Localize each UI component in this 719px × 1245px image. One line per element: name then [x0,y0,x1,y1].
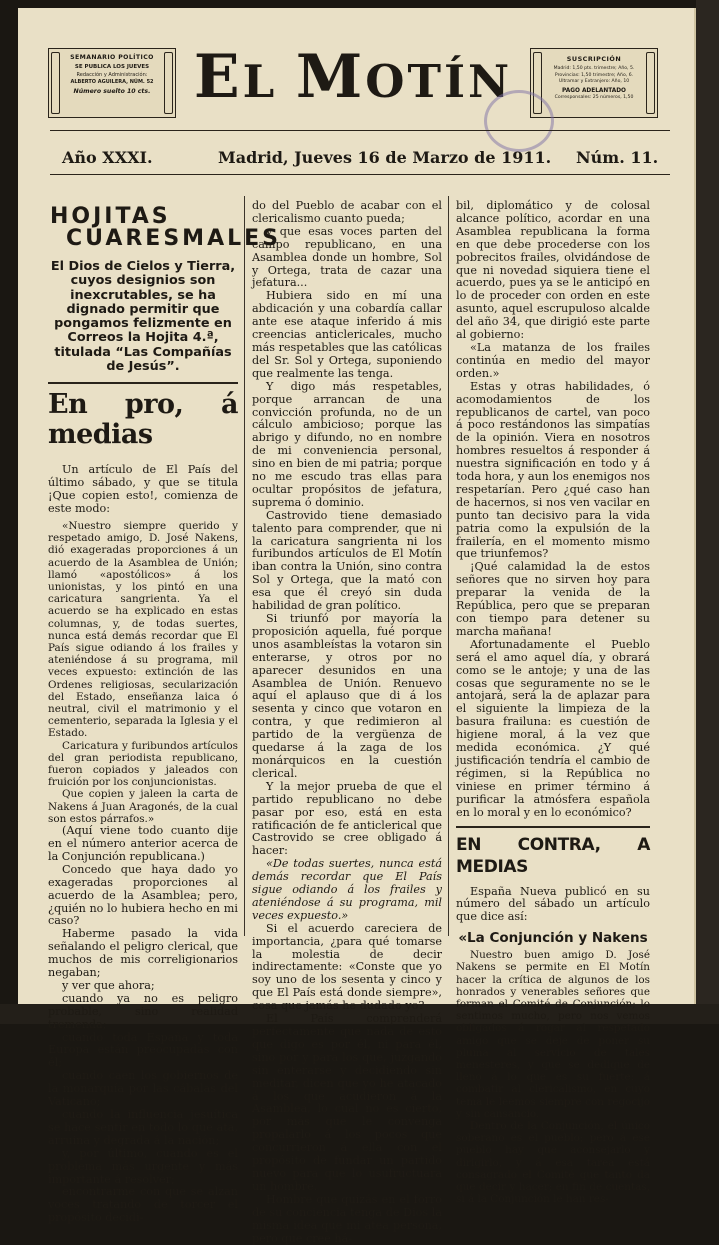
hojitas-heading-line1: HOJITAS [50,204,171,229]
hojitas-heading [48,204,281,251]
paragraph: y ver que ahora; [62,978,155,992]
title-article: L [242,55,296,108]
scan-edge-dark [696,0,719,1024]
quoted-paragraph: «Nuestro siempre querido y respetado amigo, D. José Nakens, dió exageradas proporciones á un acuerdo de la Asamblea de Unión; llamó «apostólicos» á los unionistas, y los pintó en una caricatura sangrienta. Ya el acuerdo se ha explicado en estas columnas, y, de todas suertes, nunca está demás recordar que El País sigue odiando á los frailes y ateniéndose á su programa, mil veces expuesto: extinción de las Ordenes religiosas, secularización del Estado, enseñanza laica ó neutral, civil el matrimonio y el cementerio, separada la Iglesia y el Estado. [48,520,238,740]
subscription-heading: SUSCRIPCIÓN [566,55,622,63]
column-divider [244,196,245,936]
paragraph: Hombre que quizás en el forro de su conciencia tenga de Dios la misma idea que mi atea persona, pero que cree há- [252,1192,442,1245]
rule-bottom [50,174,670,175]
quoted-paragraph: Que copien y jaleen la carta de Nakens á Juan Aragonés, de la cual son estos párrafos.» [48,788,238,825]
correspondents-rate: Corresponsales: 25 números, 1,50 [554,94,634,100]
volume-year: Año XXXI. [62,148,153,167]
paragraph: cuando la influencia jesuítica se hace sentir en todo lo que ata, arruina y degrada á la nación; [48,1108,238,1147]
issue-price: Número suelto 10 cts. [73,88,151,95]
quoted-paragraph: Nuestro buen amigo D. José Nakens se permite en El Motín hacer la crítica de algunos de los honrados y venerables señores que forman el Comité de Conjunción; lo sentimos mucho, pero nos vemos obligados á rogar al respetado amigo que se deje de poner su pluma al servicio de tales menesteres, y que se dedique de lleno á lo que es su fuerte: á combatir al clericalismo, en cuyo tema le leemos siempre con regocijo y sin cansancio. [456,949,650,1120]
newspaper-page [18,8,696,1245]
column-2 [252,200,442,1245]
quoted-paragraph: Caricatura y furibundos artículos del gran periodista republicano, fueron copiados y jaleados con fruición por los conjuncionistas. [48,739,238,789]
paragraph: Si el acuerdo careciera de importancia, ¿para qué tomarse la molestia de decir indirectamente: «Conste que yo soy uno de los sesenta y cinco y que El País está donde siempre», cosa que jamás he dudado yo? [252,921,442,1013]
column-3 [456,200,650,1205]
title-initial: E [193,42,243,112]
paragraph: Castrovido tiene demasiado talento para comprender, que ni la caricatura sangrienta ni los furibundos artículos de El Motín iban contra la Unión, sino contra Sol y Ortega, que la mató con esa que él creyó sin duda habilidad de gran político. [252,508,442,613]
publication-day: SE PUBLICA LOS JUEVES [74,64,150,70]
newspaper-title [176,42,530,117]
title-word: OTÍN [365,55,513,108]
payment-terms: PAGO ADELANTADO [562,87,626,94]
paragraph: Haberme pasado la vida señalando el peligro clerical, que muchos de mis correligionarios negaban; [48,927,238,980]
paragraph: bil, diplomático y de colosal alcance político, acordar en una Asamblea republicana la forma en que debe procederse con los pobrecitos frailes, olvidándose de que ni novedad siquiera tiene el acuerdo, pues ya se le anticipó en lo de proceder con orden en este asunto, aquel escrupuloso alcalde del año 34, que dirigió este parte al gobierno: [456,199,650,342]
headline-en-contra: EN CONTRA, A MEDIAS [456,826,650,878]
paragraph: Concedo que haya dado yo exageradas proporciones al acuerdo de la Asamblea; pero, ¿quién no lo hubiera hecho en mi caso? [48,862,238,928]
issue-number: Núm. 11. [576,148,659,167]
paragraph: El País comprenderá perfectamente que nada de esto que digo es por él, ni para él, sino por y para los que, juzgando sin enterarse y decidiendo sin meditar, dicen que yo he atacado á los que acudieron á la Asamblea, lo cual no es cierto, por más que le convenga propalarlo á los pocos que concurrieron á ella con el propósito de fundar un partido nuevo para que lo usufructuara un hombre. [252,1012,442,1193]
paragraph: cuando toda España y toda Europa están preocupadas con él; [48,1030,238,1070]
ornament-pillar-icon [646,52,655,114]
paragraph: y que esas voces parten del campo republicano, en una Asamblea donde un hombre, Sol y Ortega, trata de cazar una jefatura... [252,224,442,290]
paragraph: encontrarme con que se alzan voces tratando de torcer el propósito decidi- [48,1185,238,1225]
office-label: Redacción y Administración: [76,72,148,78]
title-initial-2: M [295,42,366,112]
issue-date: Madrid, Jueves 16 de Marzo de 1911. [218,148,552,167]
subscription-rates: Madrid: 1,50 pts. trimestre; Año, 5. Provincias: 1,50 trimestre; Año, 6. Ultramar y Extranjero: Año, 10 [553,66,635,84]
ornament-pillar-icon [164,52,173,114]
paragraph: Si triunfó por mayoría la proposición aquella, fué porque unos asambleístas la votaron sin enterarse, y otros por no aparecer desunidos en una Asamblea de Unión. Renuevo aquí el aplauso que di á los sesenta y cinco que votaron en contra, y que redimieron al partido de la vergüenza de quedarse á la zaga de los monárquicos en la cuestión clerical. [252,612,442,780]
paragraph: Y la mejor prueba de que el partido republicano no debe pasar por eso, está en esta ratificación de fe anticlerical que Castrovido se cree obligado á hacer: [252,779,442,858]
quoted-paragraph: «La matanza de los frailes continúa en medio del mayor orden.» [456,340,650,380]
paragraph: do del Pueblo de acabar con el clericalismo cuanto pueda; [252,199,442,225]
paragraph: España Nueva publicó en su número del sábado un artículo que dice así: [456,884,650,924]
hojitas-heading-line2: CUARESMALES [66,226,281,251]
ornament-pillar-icon [51,52,60,114]
paragraph: Afortunadamente el Pueblo será el amo aquel día, y obrará como se le antoje; y una de las cosas que seguramente no se le antojará, será la de aplazar para el siguiente la limpieza de la basura frailuna: es cuestión de higiene moral, á la vez que medida económica. ¿Y qué justificación tendría el cambio de régimen, si la República no viniese en primer término á purificar la atmósfera española en lo moral y en lo económico? [456,637,650,819]
paragraph: ¡Qué calamidad la de estos señores que no sirven hoy para preparar la venida de la República, pero que se preparan con tiempo para detener su marcha mañana! [456,560,650,638]
hojitas-announcement: El Dios de Cielos y Tierra, cuyos designios son inexcrutables, se ha dignado permitir que pongamos felizmente en Correos la Hojita 4.ª, titulada “Las Compañías de Jesús”. [50,259,236,375]
paragraph: Un artículo de El País del último sábado, y que se titula ¡Que copien esto!, comienza de este modo: [48,463,238,516]
headline-en-pro: En pro, á medias [48,382,238,450]
paragraph: (Aquí viene todo cuanto dije en el número anterior acerca de la Conjunción republicana.) [48,824,238,863]
library-stamp-icon [484,90,554,152]
subheading-conjuncion: «La Conjunción y Nakens [458,930,648,947]
paragraph: cuando ya no es peligro probable, sino realidad tremenda; [48,991,238,1031]
paragraph: y, por último, cuando es el problema más urgente y más importante á resolver; [48,1146,238,1186]
quoted-paragraph: Dentro de la Conjunción, el único soberano es el pueblo; pero á ese pueblo hay que aconsejarlo y dirigirlo, y á esa tarea está consagrado el Comité que tanto da que decir y hacer; en fin de cuentas, si á la Conjunción le han res- [456,1119,650,1206]
office-address: ALBERTO AGUILERA, NÚM. 52 [70,79,154,85]
masthead-left-box [48,48,176,118]
column-1 [48,200,281,1225]
paragraph: Hubiera sido en mí una abdicación y una cobardía callar ante ese ataque inferido á mis creencias anticlericales, mucho más respetables que las católicas del Sr. Sol y Ortega, suponiendo que realmente las tenga. [252,289,442,380]
paragraph: cuando caen los gobiernos de la monarquía por las cábalas del Vaticano; [48,1069,238,1109]
publication-type: SEMANARIO POLÍTICO [70,54,154,61]
paragraph: Y digo más respetables, porque arrancan de una convicción profunda, no de un cálculo ambicioso; porque las abrigo y difundo, no en nombre de mi conveniencia personal, sino en bien de mi patria; porque no me escudo tras ellas para ocultar propósitos de jefatura, suprema ó dominio. [252,379,442,509]
rule-top [50,130,670,131]
quoted-paragraph: «De todas suertes, nunca está demás recordar que El País sigue odiando á los frailes y ateniéndose á su programa, mil veces expuesto.» [252,857,442,922]
paragraph: Estas y otras habilidades, ó acomodamientos de los republicanos de cartel, van poco á poco restándonos las simpatías de la opinión. Viera en nosotros hombres resueltos á responder á nuestra significación en todo y á toda hora, y aun los enemigos nos respetarían. Pero ¿qué caso han de hacernos, si nos ven vacilar en punto tan decisivo para la vida patria como la expulsión de la frailería, en el momento mismo que triunfemos? [456,379,650,561]
column-divider [448,196,449,936]
